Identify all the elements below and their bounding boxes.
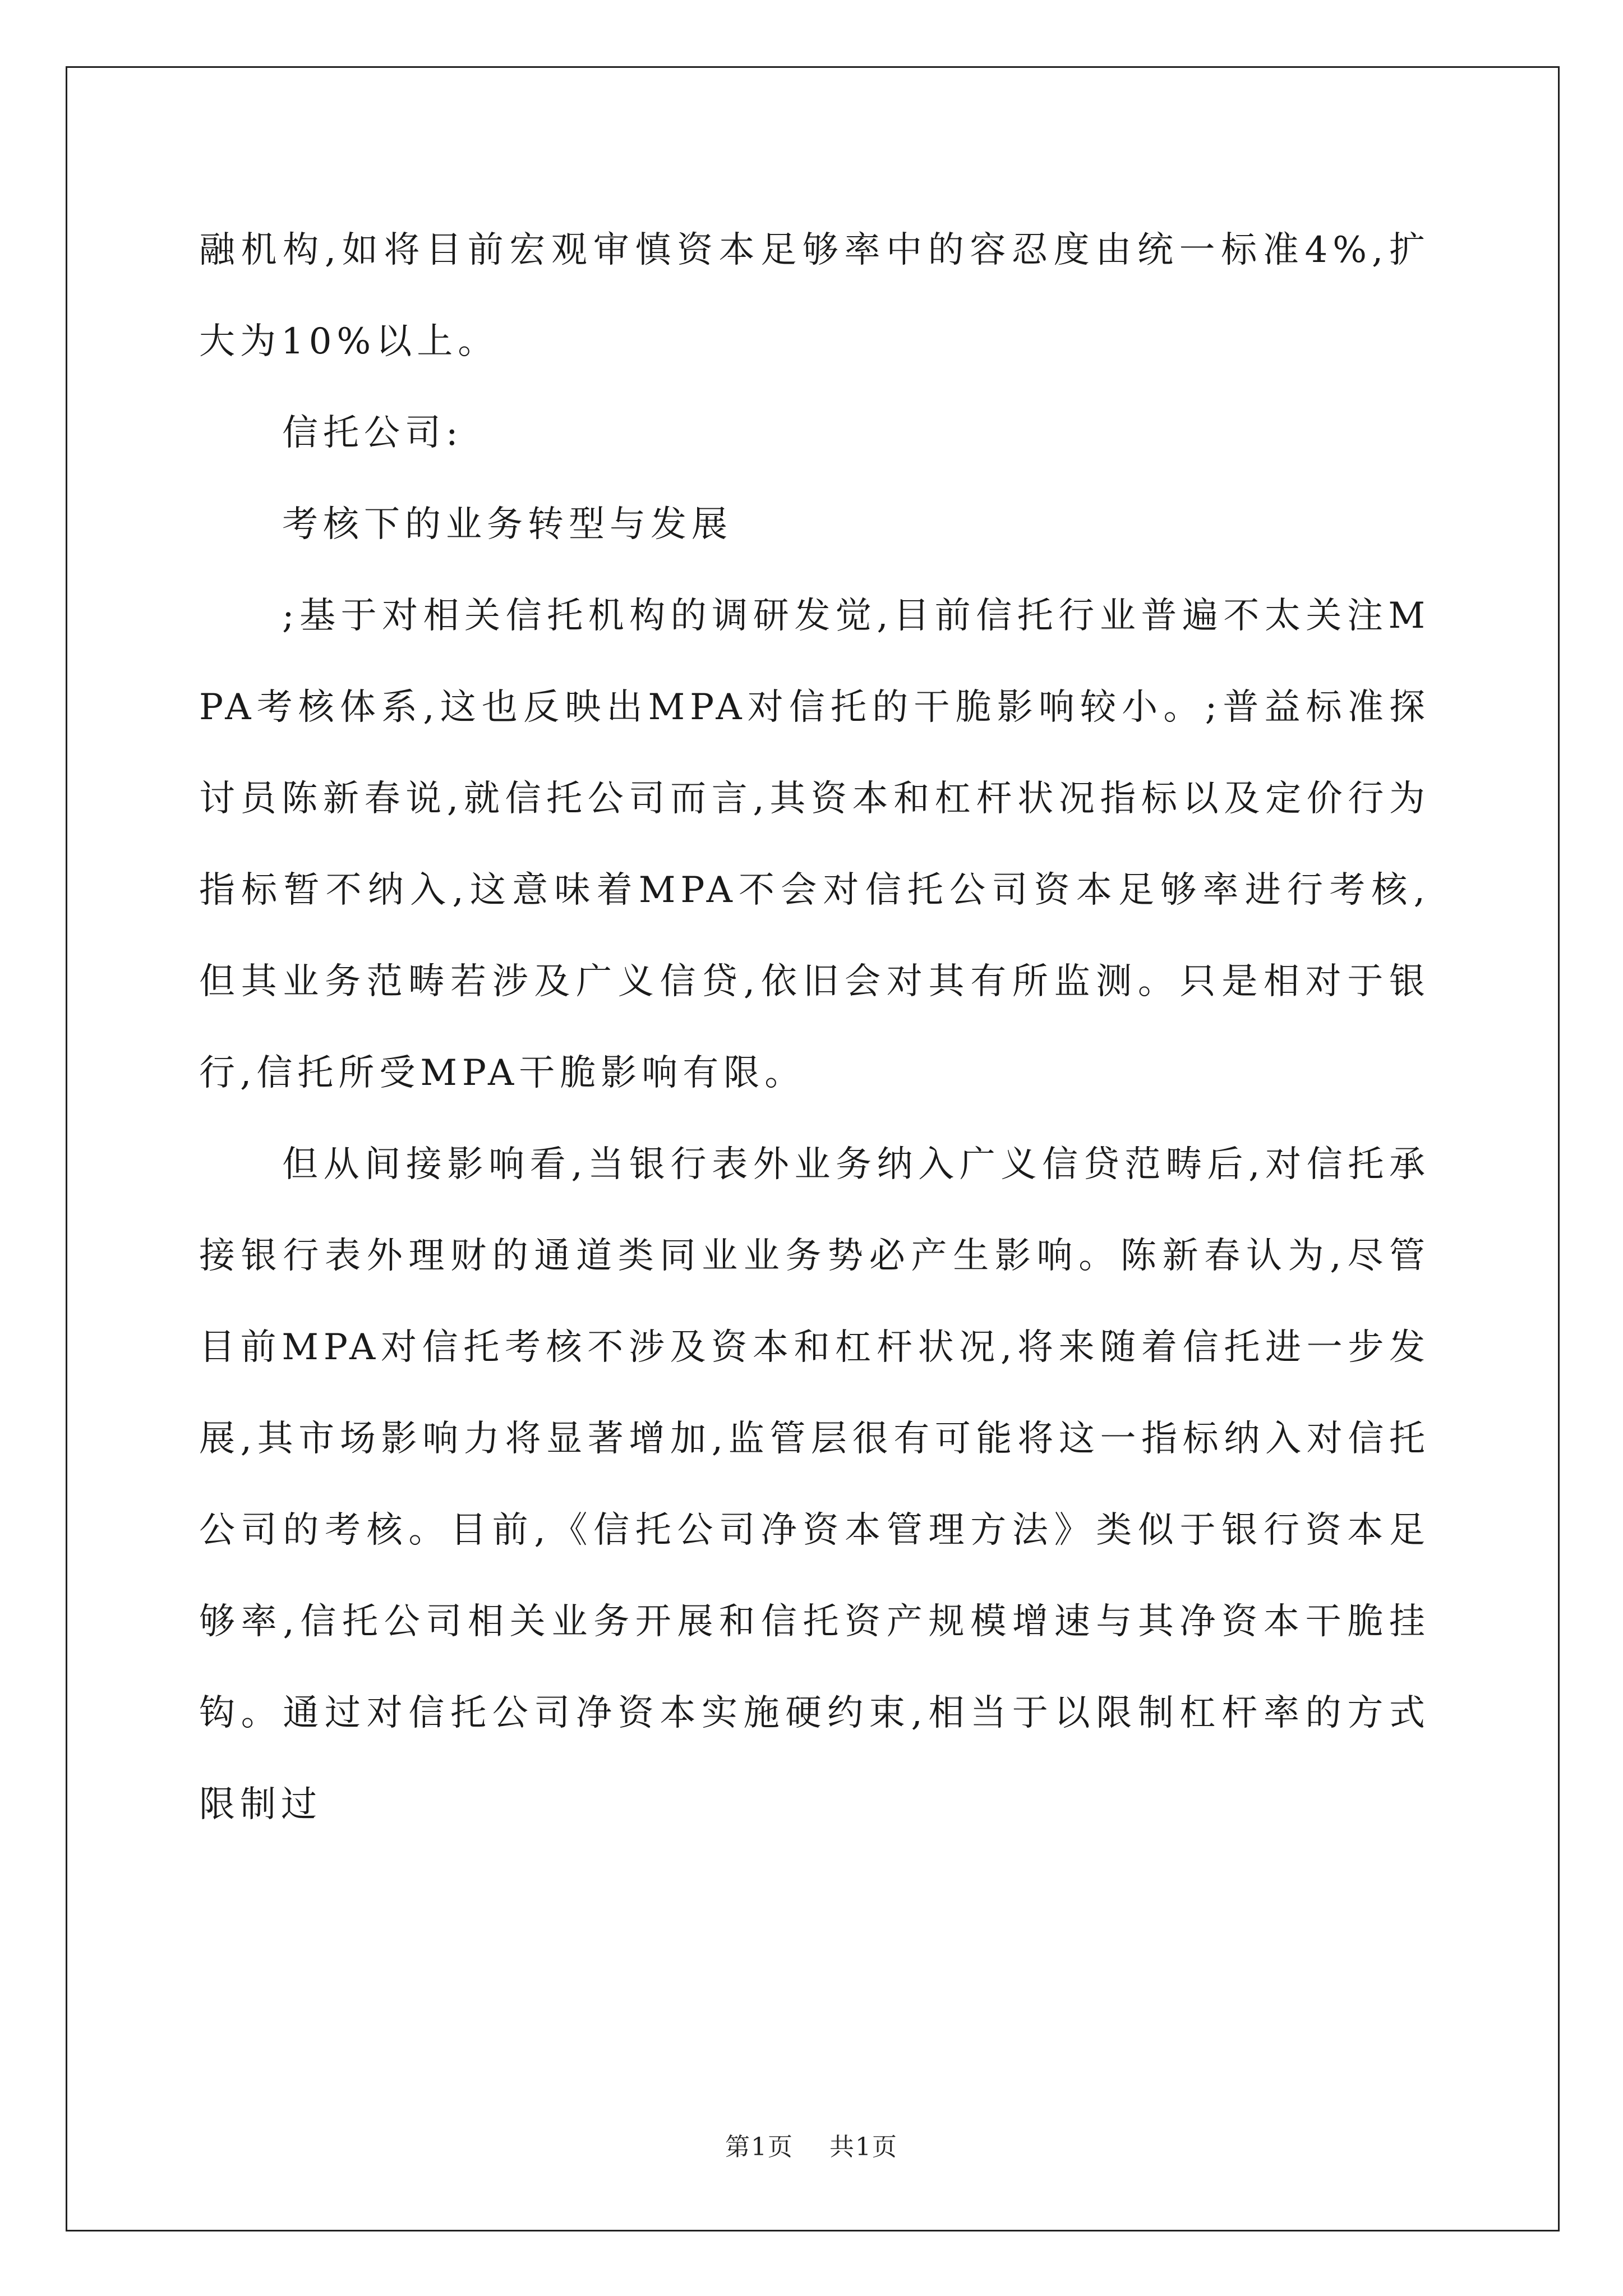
paragraph-4: ;基于对相关信托机构的调研发觉,目前信托行业普遍不太关注MPA考核体系,这也反映出MPA对信托的干脆影响较小。;普益标准探讨员陈新春说,就信托公司而言,其资本和杠杆状况指标以及定价行为指标暂不纳入,这意味着MPA不会对信托公司资本足够率进行考核,但其业务范畴若涉及广义信贷,依旧会对其有所监测。只是相对于银行,信托所受MPA干脆影响有限。 <box>199 595 1430 1094</box>
page-footer <box>0 2131 1623 2164</box>
paragraph-1: 融机构,如将目前宏观审慎资本足够率中的容忍度由统一标准4%,扩大为10%以上。 <box>199 229 1430 362</box>
page-number: 第1页 <box>725 2133 794 2161</box>
paragraph-2: 信托公司: <box>282 412 463 454</box>
document-body <box>199 205 1430 1851</box>
page-total: 共1页 <box>829 2133 898 2161</box>
paragraph-3: 考核下的业务转型与发展 <box>282 504 732 545</box>
paragraph-5: 但从间接影响看,当银行表外业务纳入广义信贷范畴后,对信托承接银行表外理财的通道类同业业务势必产生影响。陈新春认为,尽管目前MPA对信托考核不涉及资本和杠杆状况,将来随着信托进一步发展,其市场影响力将显著增加,监管层很有可能将这一指标纳入对信托公司的考核。目前,《信托公司净资本管理方法》类似于银行资本足够率,信托公司相关业务开展和信托资产规模增速与其净资本干脆挂钩。通过对信托公司净资本实施硬约束,相当于以限制杠杆率的方式限制过 <box>199 1144 1430 1825</box>
